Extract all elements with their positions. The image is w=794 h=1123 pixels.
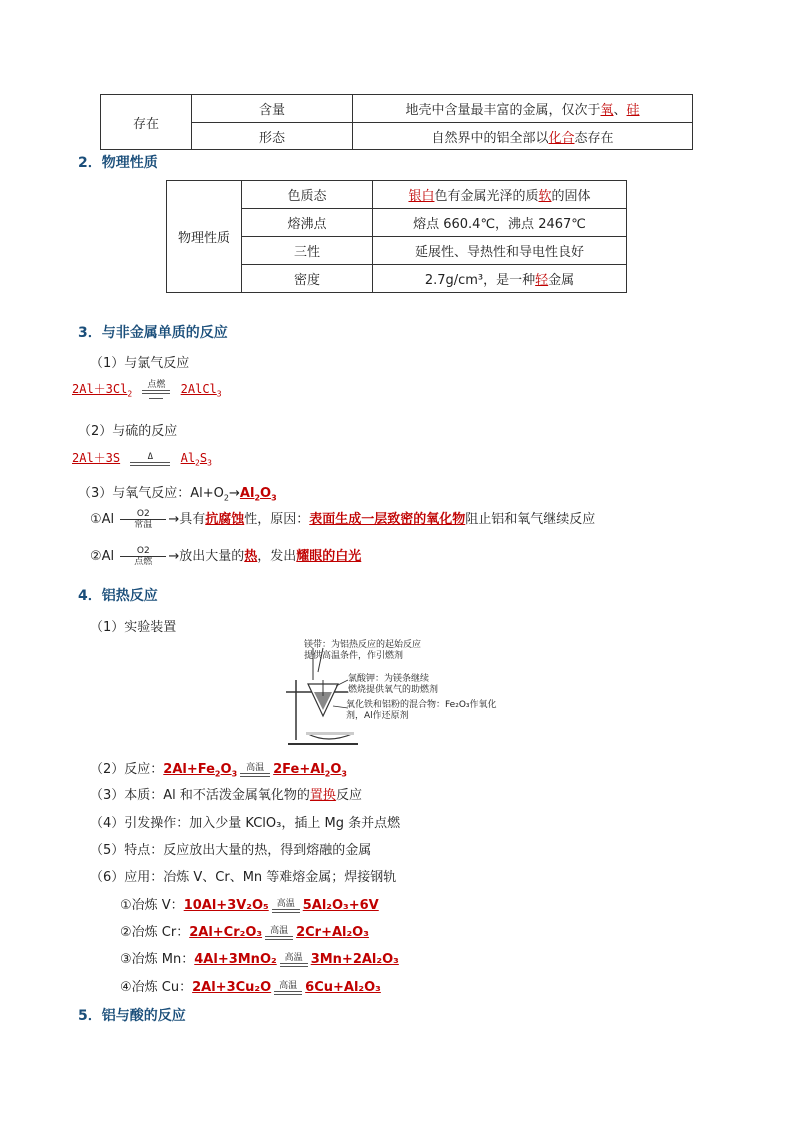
section-3-sub2: （2）与硫的反应 [78, 424, 178, 439]
equation-al-cl2: $2Al+3Cl_2$ 点燃 2AlCl$_3$ [72, 380, 222, 399]
existence-row-value: 自然界中的铝全部以化合态存在 [353, 123, 693, 150]
physical-row-label: 熔沸点 [242, 209, 373, 237]
application-v: ①冶炼 V：10Al+3V₂O₅ 高温 5Al₂O₃+6V [120, 898, 379, 913]
section-4-sub4: （4）引发操作：加入少量 KClO₃，插上 Mg 条并点燃 [90, 816, 401, 831]
physical-row-label: 色质态 [242, 181, 373, 209]
existence-table [100, 94, 693, 150]
section-2-title: 2．物理性质 [78, 155, 158, 171]
section-5-title: 5．铝与酸的反应 [78, 1008, 186, 1024]
existence-row-value: 地壳中含量最丰富的金属，仅次于氧、硅 [353, 95, 693, 123]
application-mn: ③冶炼 Mn：4Al+3MnO₂ 高温 3Mn+2Al₂O₃ [120, 952, 399, 967]
section-4-title: 4．铝热反应 [78, 588, 158, 604]
physical-row-value: 2.7g/cm³，是一种轻金属 [373, 265, 627, 293]
application-cu: ④冶炼 Cu：2Al+3Cu₂O 高温 6Cu+Al₂O₃ [120, 980, 381, 995]
section-4-sub3: （3）本质：Al 和不活泼金属氧化物的置换反应 [90, 788, 362, 803]
physical-row-value: 银白色有金属光泽的质软的固体 [373, 181, 627, 209]
section-4-sub6: （6）应用：冶炼 V、Cr、Mn 等难熔金属；焊接钢轨 [90, 870, 397, 885]
existence-row-label: 形态 [192, 123, 353, 150]
physical-row-label: 三性 [242, 237, 373, 265]
existence-header: 存在 [101, 95, 192, 150]
physical-row-value: 熔点 660.4℃，沸点 2467℃ [373, 209, 627, 237]
section-3-item2: ②Al O2 点燃 →放出大量的热，发出耀眼的白光 [90, 546, 362, 567]
physical-table [166, 180, 627, 293]
label-kclo3: 氯酸钾：为镁条继续 燃烧提供氧气的助燃剂 [348, 674, 439, 695]
equation-al-s: 2Al＋3S Δ $Al_2S_3$ [72, 451, 212, 468]
section-3-sub1: （1）与氯气反应 [90, 356, 190, 371]
section-4-sub5: （5）特点：反应放出大量的热，得到熔融的金属 [90, 843, 372, 858]
physical-header: 物理性质 [167, 181, 242, 293]
label-mixture: 氧化铁和铝粉的混合物：Fe₂O₃作氧化 剂，Al作还原剂 [346, 700, 497, 721]
application-cr: ②冶炼 Cr：2Al+Cr₂O₃ 高温 2Cr+Al₂O₃ [120, 925, 369, 940]
section-4-sub2: （2）反应：$2Al+Fe_2O_3$ 高温 $2Fe+Al_2O_3$ [90, 762, 347, 779]
section-3-item1: ①Al O2 常温 →具有抗腐蚀性，原因：表面生成一层致密的氧化物阻止铝和氧气继续反应 [90, 509, 596, 530]
label-mg-strip: 镁带：为铝热反应的起始反应 提供高温条件，作引燃剂 [304, 640, 422, 661]
section-4-sub1: （1）实验装置 [90, 620, 177, 635]
section-3-sub3: （3）与氧气反应：$Al+O_2\to Al_2O_3$ [78, 486, 277, 503]
existence-row-label: 含量 [192, 95, 353, 123]
section-3-title: 3．与非金属单质的反应 [78, 325, 228, 341]
physical-row-value: 延展性、导热性和导电性良好 [373, 237, 627, 265]
thermite-apparatus-diagram [278, 640, 538, 748]
physical-row-label: 密度 [242, 265, 373, 293]
